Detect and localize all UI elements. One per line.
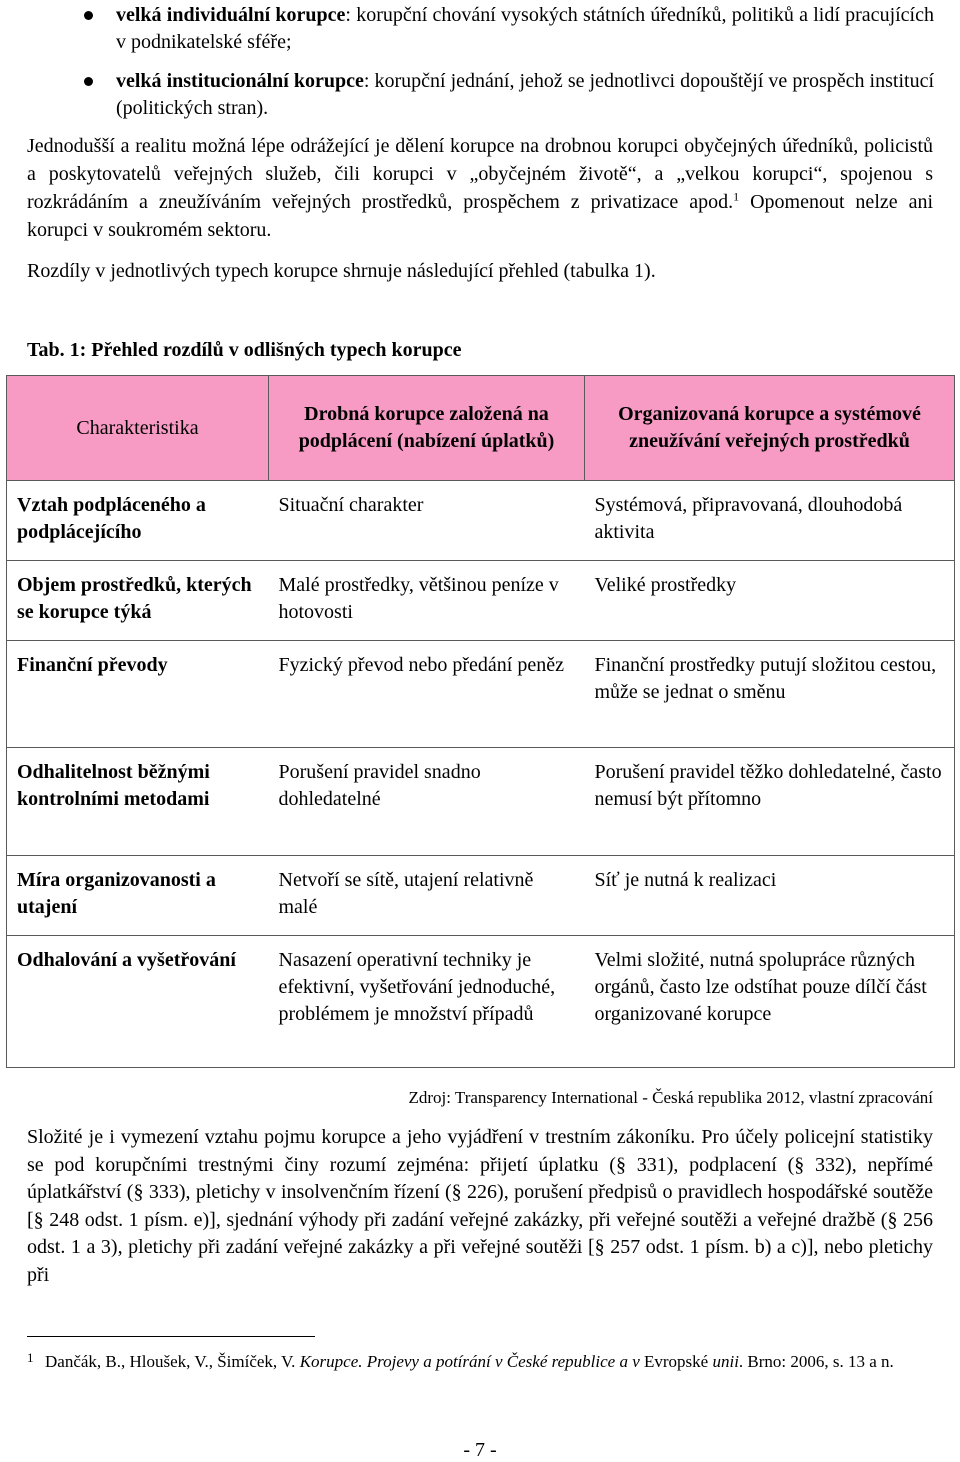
footnote-plain: Evropské bbox=[644, 1352, 713, 1371]
header-organized-corruption: Organizovaná korupce a systémové zneužívání veřejných prostředků bbox=[585, 376, 955, 481]
header-petty-corruption: Drobná korupce založená na podplácení (nabízení úplatků) bbox=[269, 376, 585, 481]
bullet-icon bbox=[84, 77, 93, 86]
footnote-divider bbox=[27, 1336, 315, 1337]
table-row bbox=[7, 481, 955, 561]
paragraph-division bbox=[27, 132, 933, 244]
row-characteristic: Finanční převody bbox=[7, 641, 269, 748]
row-organized-value: Síť je nutná k realizaci bbox=[585, 856, 955, 936]
paragraph-text: Jednodušší a realitu možná lépe odrážející je dělení korupce na drobnou korupci obyčejných úředníků, policistů a poskytovatelů veřejných služeb, čili korupci v „obyčejném životě“, a „velkou korupci“, spojenou s rozkrádáním a zneužíváním veřejných prostředků, prospěchem z privatizace apod. bbox=[27, 135, 933, 213]
bullet-text: : korupční jednání, jehož se jednotlivci dopouštějí ve prospěch institucí (politických stran). bbox=[116, 70, 935, 119]
table-source: Zdroj: Transparency International - Česká republika 2012, vlastní zpracování bbox=[408, 1088, 933, 1107]
row-characteristic: Míra organizovanosti a utajení bbox=[7, 856, 269, 936]
row-organized-value: Porušení pravidel těžko dohledatelné, často nemusí být přítomno bbox=[585, 748, 955, 856]
row-characteristic: Odhalitelnost běžnými kontrolními metodami bbox=[7, 748, 269, 856]
row-petty-value: Porušení pravidel snadno dohledatelné bbox=[269, 748, 585, 856]
row-characteristic: Odhalování a vyšetřování bbox=[7, 936, 269, 1068]
table-row bbox=[7, 936, 955, 1068]
row-characteristic: Vztah podpláceného a podplácejícího bbox=[7, 481, 269, 561]
row-organized-value: Finanční prostředky putují složitou cestou, může se jednat o směnu bbox=[585, 641, 955, 748]
footnote-title: Korupce bbox=[299, 1352, 359, 1371]
footnote-rest: . Brno: 2006, s. 13 a n. bbox=[738, 1352, 894, 1371]
paragraph-table-intro: Rozdíly v jednotlivých typech korupce shrnuje následující přehled (tabulka 1). bbox=[27, 260, 656, 282]
table-row bbox=[7, 748, 955, 856]
footnote-authors: Dančák, B., Hloušek, V., Šimíček, V. bbox=[45, 1352, 300, 1371]
row-petty-value: Fyzický převod nebo předání peněz bbox=[269, 641, 585, 748]
table-row bbox=[7, 856, 955, 936]
comparison-table bbox=[6, 375, 955, 1068]
bullet-term: velká institucionální korupce bbox=[116, 70, 364, 92]
row-organized-value: Systémová, připravovaná, dlouhodobá aktivita bbox=[585, 481, 955, 561]
header-characteristic: Charakteristika bbox=[7, 376, 269, 481]
row-petty-value: Situační charakter bbox=[269, 481, 585, 561]
footnote bbox=[27, 1350, 933, 1374]
footnote-title-cont: . Projevy a potírání v České republice a v bbox=[358, 1352, 644, 1371]
table-title: Tab. 1: Přehled rozdílů v odlišných typech korupce bbox=[27, 339, 462, 361]
row-petty-value: Netvoří se sítě, utajení relativně malé bbox=[269, 856, 585, 936]
row-organized-value: Velmi složité, nutná spolupráce různých orgánů, často lze odstíhat pouze dílčí část organizované korupce bbox=[585, 936, 955, 1068]
bullet-item bbox=[84, 2, 934, 56]
bullet-list bbox=[84, 2, 934, 122]
row-organized-value: Veliké prostředky bbox=[585, 561, 955, 641]
row-petty-value: Malé prostředky, většinou peníze v hotovosti bbox=[269, 561, 585, 641]
page-number: - 7 - bbox=[463, 1439, 497, 1461]
paragraph-criminal-code: Složité je i vymezení vztahu pojmu korupce a jeho vyjádření v trestním zákoníku. Pro účely policejní statistiky se pod korupčními trestnými činy rozumí zejména: přijetí úplatku (§ 331), podplacení (§ 332), nepřímé úplatkářství (§ 333), pletichy v insolvenčním řízení (§ 226), porušení předpisů o pravidlech hospodářské soutěže [§ 248 odst. 1 písm. e)], sjednání výhody při zadání veřejné zakázky, při veřejné soutěži a veřejné dražbě (§ 256 odst. 1 a 3), pletichy při zadání veřejné zakázky a při veřejné soutěži [§ 257 odst. 1 písm. b) a c)], nebo pletichy při bbox=[27, 1126, 933, 1286]
row-petty-value: Nasazení operativní techniky je efektivní, vyšetřování jednoduché, problémem je množství případů bbox=[269, 936, 585, 1068]
footnote-reference[interactable]: 1 bbox=[733, 189, 740, 204]
footnote-title-end: unii bbox=[712, 1352, 739, 1371]
paragraph-text-after: Opomenout nelze ani korupci v soukromém sektoru. bbox=[27, 191, 933, 241]
table-header-row bbox=[7, 376, 955, 481]
row-characteristic: Objem prostředků, kterých se korupce týká bbox=[7, 561, 269, 641]
bullet-term: velká individuální korupce bbox=[116, 4, 346, 26]
bullet-icon bbox=[84, 11, 93, 20]
bullet-item bbox=[84, 68, 934, 122]
bullet-text: : korupční chování vysokých státních úředníků, politiků a lidí pracujících v podnikatelské sféře; bbox=[116, 4, 934, 53]
footnote-text bbox=[27, 1350, 933, 1374]
footnote-number: 1 bbox=[27, 1350, 34, 1365]
table-row bbox=[7, 561, 955, 641]
table-row bbox=[7, 641, 955, 748]
